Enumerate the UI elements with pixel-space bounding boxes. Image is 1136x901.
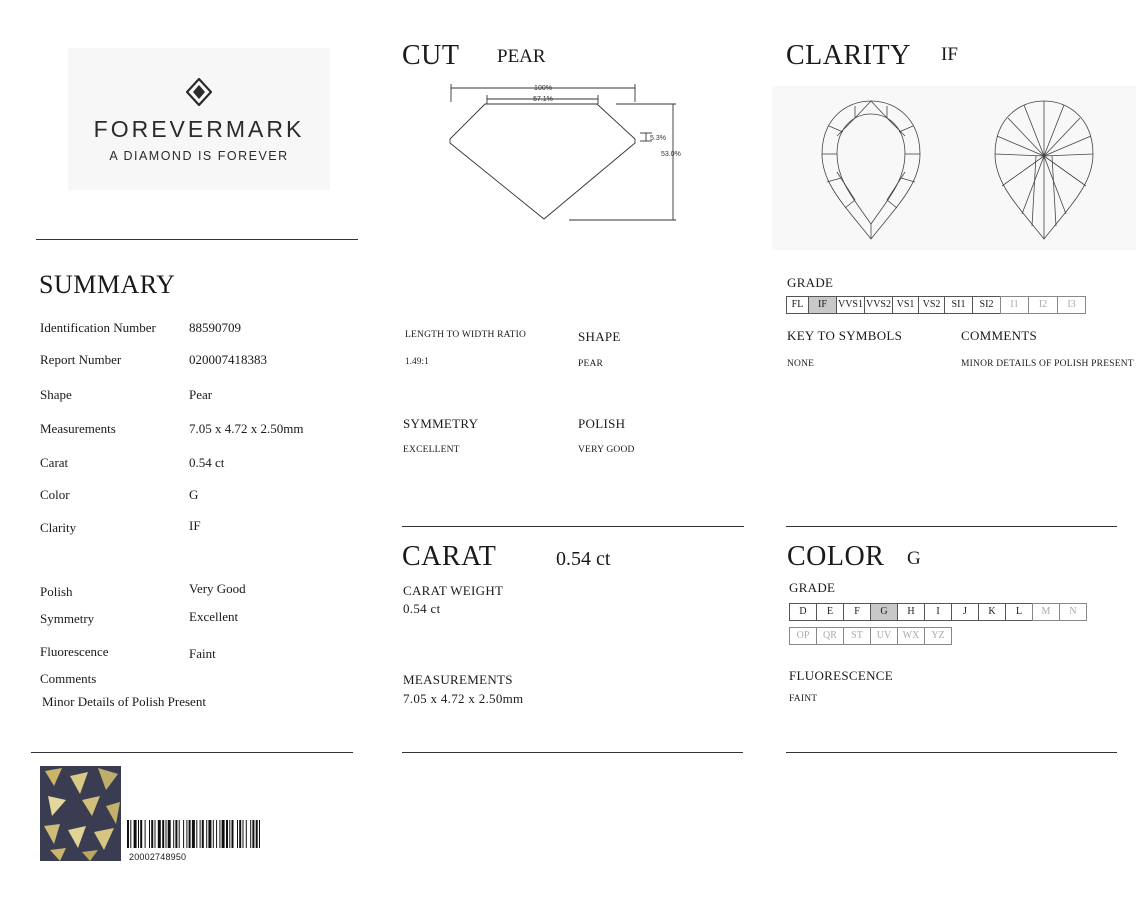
clarity-value: IF [941, 44, 958, 65]
summary-row-value: 7.05 x 4.72 x 2.50mm [189, 421, 304, 436]
clarity-grade-vvs2: VVS2 [864, 296, 893, 314]
barcode-bar [173, 820, 174, 848]
summary-row-label: Measurements [40, 421, 116, 436]
summary-row-label: Shape [40, 387, 72, 402]
color-grade-uv: UV [870, 627, 898, 645]
summary-row-label: Identification Number [40, 320, 156, 335]
clarity-plot-crown [815, 96, 927, 244]
diamond-logo-icon [186, 78, 212, 106]
ratio-label: LENGTH TO WIDTH RATIO [405, 330, 527, 340]
clarity-grade-if: IF [808, 296, 837, 314]
summary-row-label: Carat [40, 455, 69, 470]
barcode-bar [183, 820, 184, 848]
color-grade-h: H [897, 603, 925, 621]
barcode-bar [259, 820, 260, 848]
color-title: COLOR [787, 541, 885, 572]
shape-label: SHAPE [578, 329, 621, 344]
clarity-grade-fl: FL [786, 296, 809, 314]
barcode-bar [158, 820, 161, 848]
summary-row-label: Color [40, 487, 70, 502]
summary-title: SUMMARY [39, 270, 176, 299]
carat-weight-label: CARAT WEIGHT [403, 583, 504, 598]
barcode-bar [202, 820, 204, 848]
clarity-grade-i2: I2 [1028, 296, 1058, 314]
barcode-bar [179, 820, 180, 848]
diamond-photo [40, 766, 121, 861]
barcode [127, 820, 351, 848]
summary-row-label: Fluorescence [40, 644, 109, 659]
barcode-bar [196, 820, 197, 848]
summary-row-value: G [189, 487, 199, 502]
barcode-bar [213, 820, 214, 848]
color-grade-j: J [951, 603, 979, 621]
measurements-value: 7.05 x 4.72 x 2.50mm [403, 691, 524, 706]
symmetry-value: EXCELLENT [403, 445, 460, 455]
barcode-bar [239, 820, 241, 848]
color-grade-n: N [1059, 603, 1087, 621]
barcode-bar [175, 820, 177, 848]
ratio-value: 1.49:1 [405, 356, 429, 366]
clarity-grade-i1: I1 [1000, 296, 1029, 314]
summary-row-value: Pear [189, 387, 213, 402]
clarity-plot-pavilion [988, 96, 1100, 244]
barcode-bar [216, 820, 217, 848]
color-grade-scale-row-1 [789, 603, 1086, 621]
color-grade-i: I [924, 603, 952, 621]
barcode-bar [192, 820, 195, 848]
color-grade-f: F [843, 603, 871, 621]
color-grade-l: L [1005, 603, 1033, 621]
color-grade-qr: QR [816, 627, 844, 645]
color-grade-g: G [870, 603, 898, 621]
barcode-bar [130, 820, 131, 848]
color-grade-m: M [1032, 603, 1060, 621]
summary-row-label: Report Number [40, 352, 122, 367]
cut-proportion-diagram [430, 80, 690, 228]
barcode-bar [256, 820, 258, 848]
divider [402, 752, 743, 753]
barcode-bar [232, 820, 234, 848]
barcode-bar [138, 820, 139, 848]
clarity-comments-value: MINOR DETAILS OF POLISH PRESENT [961, 359, 1134, 369]
symmetry-label: SYMMETRY [403, 416, 479, 431]
divider [786, 752, 1117, 753]
clarity-comments-label: COMMENTS [961, 328, 1038, 343]
summary-row-label: Symmetry [40, 611, 95, 626]
barcode-bar [222, 820, 225, 848]
summary-comments-label: Comments [40, 671, 97, 686]
barcode-bar [189, 820, 191, 848]
cut-crown-label: 5.3% [650, 135, 666, 142]
summary-row-value: Faint [189, 646, 216, 661]
summary-row-value: 0.54 ct [189, 455, 225, 470]
summary-row-value: Very Good [189, 581, 246, 596]
clarity-grade-vs1: VS1 [892, 296, 919, 314]
cut-value: PEAR [497, 46, 546, 67]
barcode-bar [219, 820, 220, 848]
color-grade-op: OP [789, 627, 817, 645]
barcode-bar [229, 820, 230, 848]
color-value: G [907, 548, 921, 569]
divider [31, 752, 353, 753]
clarity-grade-scale [786, 296, 1085, 314]
barcode-bar [168, 820, 171, 848]
measurements-label: MEASUREMENTS [403, 672, 513, 687]
barcode-bar [252, 820, 254, 848]
clarity-grade-i3: I3 [1057, 296, 1086, 314]
brand-tagline: A DIAMOND IS FOREVER [109, 149, 289, 163]
fluorescence-value: FAINT [789, 694, 818, 704]
color-grade-e: E [816, 603, 844, 621]
barcode-bar [155, 820, 156, 848]
color-grade-k: K [978, 603, 1006, 621]
carat-title: CARAT [402, 541, 497, 572]
color-grade-scale-row-2 [789, 627, 951, 645]
carat-weight-value: 0.54 ct [403, 601, 441, 616]
color-grade-wx: WX [897, 627, 925, 645]
cut-depth-label: 53.0% [661, 151, 681, 158]
barcode-bar [237, 820, 238, 848]
color-grade-d: D [789, 603, 817, 621]
cut-title: CUT [402, 40, 460, 71]
barcode-bar [200, 820, 201, 848]
divider [402, 526, 744, 527]
summary-row-value: 020007418383 [189, 352, 267, 367]
barcode-bar [243, 820, 244, 848]
key-to-symbols-label: KEY TO SYMBOLS [787, 328, 903, 343]
clarity-grade-vvs1: VVS1 [836, 296, 865, 314]
divider [36, 239, 358, 240]
color-grade-st: ST [843, 627, 871, 645]
barcode-bar [151, 820, 153, 848]
barcode-bar [140, 820, 142, 848]
barcode-bar [166, 820, 167, 848]
carat-value: 0.54 ct [556, 548, 611, 570]
summary-comments-value: Minor Details of Polish Present [42, 694, 206, 709]
cut-width-label: 100% [534, 85, 552, 92]
summary-row-label: Clarity [40, 520, 77, 535]
barcode-bar [127, 820, 129, 848]
barcode-bar [208, 820, 211, 848]
barcode-bar [162, 820, 164, 848]
cut-table-label: 57.1% [533, 96, 553, 103]
color-grade-yz: YZ [924, 627, 952, 645]
shape-value: PEAR [578, 359, 604, 369]
polish-label: POLISH [578, 416, 626, 431]
barcode-bar [134, 820, 137, 848]
barcode-bar [206, 820, 207, 848]
barcode-bar [149, 820, 150, 848]
brand-name: FOREVERMARK [93, 116, 305, 142]
barcode-bar [186, 820, 187, 848]
clarity-grade-label: GRADE [787, 275, 834, 290]
key-to-symbols-value: NONE [787, 359, 815, 369]
summary-row-value: Excellent [189, 609, 239, 624]
forevermark-logo [68, 48, 330, 190]
barcode-bar [226, 820, 228, 848]
summary-row-value: IF [189, 518, 201, 533]
summary-row-label: Polish [40, 584, 73, 599]
fluorescence-label: FLUORESCENCE [789, 668, 894, 683]
clarity-grade-si1: SI1 [944, 296, 973, 314]
summary-row-value: 88590709 [189, 320, 241, 335]
clarity-title: CLARITY [786, 40, 911, 71]
barcode-bar [145, 820, 146, 848]
color-grade-label: GRADE [789, 580, 836, 595]
clarity-grade-si2: SI2 [972, 296, 1001, 314]
clarity-grade-vs2: VS2 [918, 296, 945, 314]
divider [786, 526, 1117, 527]
barcode-number: 20002748950 [129, 852, 187, 862]
barcode-bar [250, 820, 251, 848]
polish-value: VERY GOOD [578, 445, 635, 455]
barcode-bar [246, 820, 247, 848]
